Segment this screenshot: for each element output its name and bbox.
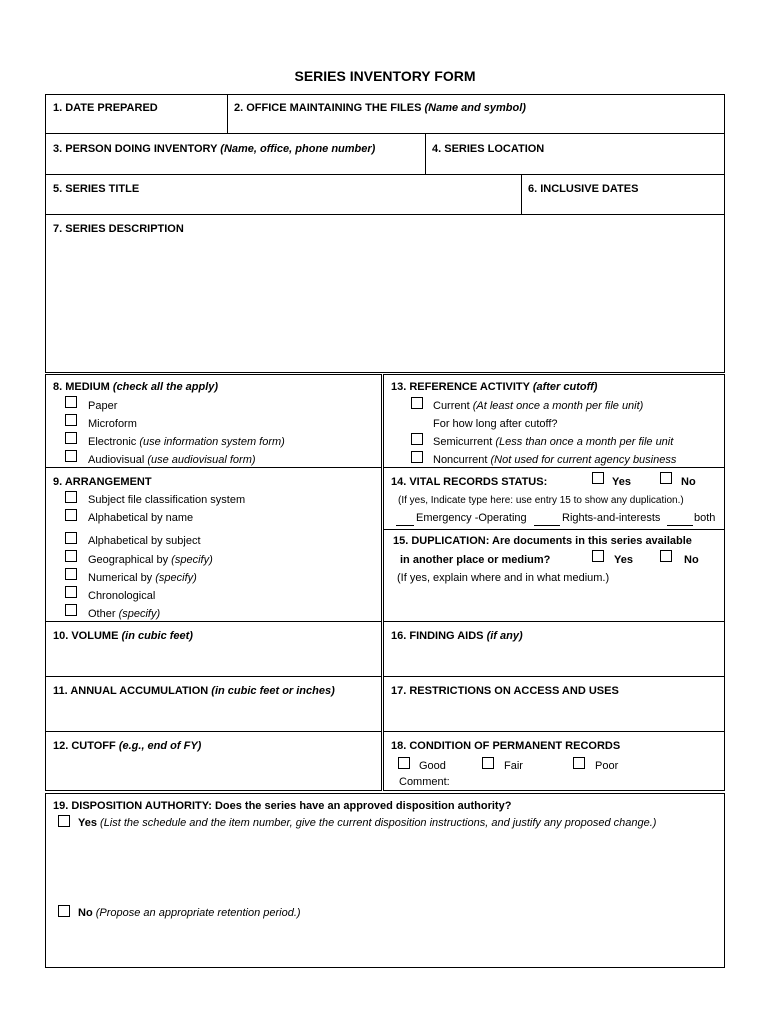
medium-paper-checkbox[interactable] xyxy=(65,396,77,408)
reference-how-long: For how long after cutoff? xyxy=(433,418,558,430)
duplication-question: in another place or medium? xyxy=(400,554,551,566)
medium-audiovisual-checkbox[interactable] xyxy=(65,450,77,462)
arrangement-other-checkbox[interactable] xyxy=(65,604,77,616)
medium-electronic-checkbox[interactable] xyxy=(65,432,77,444)
medium-audiovisual-label: Audiovisual (use audiovisual form) xyxy=(88,454,256,466)
duplication-heading: 15. DUPLICATION: Are documents in this series available xyxy=(393,535,692,547)
vital-if-yes-note: (If yes, Indicate type here: use entry 15 to show any duplication.) xyxy=(398,495,684,506)
reference-noncurrent-label: Noncurrent (Not used for current agency business xyxy=(433,454,677,466)
arrangement-subject-file-label: Subject file classification system xyxy=(88,494,246,506)
disposition-no-checkbox[interactable] xyxy=(58,905,70,917)
arrangement-geographical-label: Geographical by (specify) xyxy=(88,554,213,566)
duplication-no-checkbox[interactable] xyxy=(660,550,672,562)
person-doing-inventory-field[interactable]: 3. PERSON DOING INVENTORY (Name, office, phone number) xyxy=(53,143,376,155)
arrangement-heading: 9. ARRANGEMENT xyxy=(53,476,152,488)
arrangement-geographical-checkbox[interactable] xyxy=(65,550,77,562)
medium-paper-label: Paper xyxy=(88,400,118,412)
condition-good-label: Good xyxy=(419,760,446,772)
office-maintaining-field[interactable]: 2. OFFICE MAINTAINING THE FILES (Name and symbol) xyxy=(234,102,526,114)
form-title: SERIES INVENTORY FORM xyxy=(294,68,476,84)
arrangement-chronological-checkbox[interactable] xyxy=(65,586,77,598)
vital-no-checkbox[interactable] xyxy=(660,472,672,484)
medium-microform-checkbox[interactable] xyxy=(65,414,77,426)
inclusive-dates-field[interactable]: 6. INCLUSIVE DATES xyxy=(528,183,639,195)
condition-poor-checkbox[interactable] xyxy=(573,757,585,769)
disposition-no-label: No (Propose an appropriate retention period.) xyxy=(78,907,301,919)
arrangement-alpha-subject-label: Alphabetical by subject xyxy=(88,535,201,547)
condition-good-checkbox[interactable] xyxy=(398,757,410,769)
disposition-heading: 19. DISPOSITION AUTHORITY: Does the series have an approved disposition authority? xyxy=(53,800,512,812)
vital-rights-option[interactable]: Rights-and-interests xyxy=(562,512,661,524)
reference-activity-heading: 13. REFERENCE ACTIVITY (after cutoff) xyxy=(391,381,598,393)
series-title-field[interactable]: 5. SERIES TITLE xyxy=(53,183,140,195)
condition-heading: 18. CONDITION OF PERMANENT RECORDS xyxy=(391,740,621,752)
medium-electronic-label: Electronic (use information system form) xyxy=(88,436,285,448)
medium-heading: 8. MEDIUM (check all the apply) xyxy=(53,381,219,393)
condition-comment-label[interactable]: Comment: xyxy=(399,776,450,788)
disposition-yes-label: Yes (List the schedule and the item number, give the current disposition instructions, and justify any proposed change.) xyxy=(78,817,657,829)
reference-semicurrent-label: Semicurrent (Less than once a month per file unit xyxy=(433,436,674,448)
arrangement-alpha-name-label: Alphabetical by name xyxy=(88,512,194,524)
condition-poor-label: Poor xyxy=(595,760,619,772)
vital-yes-label: Yes xyxy=(612,476,631,488)
condition-fair-label: Fair xyxy=(504,760,523,772)
series-description-field[interactable]: 7. SERIES DESCRIPTION xyxy=(53,223,184,235)
arrangement-alpha-subject-checkbox[interactable] xyxy=(65,532,77,544)
reference-current-checkbox[interactable] xyxy=(411,397,423,409)
reference-current-label: Current (At least once a month per file unit) xyxy=(433,400,644,412)
reference-semicurrent-checkbox[interactable] xyxy=(411,433,423,445)
arrangement-other-label: Other (specify) xyxy=(88,608,161,620)
restrictions-field[interactable]: 17. RESTRICTIONS ON ACCESS AND USES xyxy=(391,685,619,697)
arrangement-numerical-label: Numerical by (specify) xyxy=(88,572,197,584)
arrangement-numerical-checkbox[interactable] xyxy=(65,568,77,580)
cutoff-field[interactable]: 12. CUTOFF (e.g., end of FY) xyxy=(53,740,202,752)
duplication-yes-checkbox[interactable] xyxy=(592,550,604,562)
arrangement-alpha-name-checkbox[interactable] xyxy=(65,509,77,521)
annual-accumulation-field[interactable]: 11. ANNUAL ACCUMULATION (in cubic feet or inches) xyxy=(53,685,335,697)
reference-noncurrent-checkbox[interactable] xyxy=(411,451,423,463)
date-prepared-field[interactable]: 1. DATE PREPARED xyxy=(53,102,158,114)
arrangement-subject-file-checkbox[interactable] xyxy=(65,491,77,503)
vital-no-label: No xyxy=(681,476,696,488)
condition-fair-checkbox[interactable] xyxy=(482,757,494,769)
duplication-yes-label: Yes xyxy=(614,554,633,566)
vital-yes-checkbox[interactable] xyxy=(592,472,604,484)
duplication-no-label: No xyxy=(684,554,699,566)
vital-both-option[interactable]: both xyxy=(694,512,716,524)
series-location-field[interactable]: 4. SERIES LOCATION xyxy=(432,143,545,155)
finding-aids-field[interactable]: 16. FINDING AIDS (if any) xyxy=(391,630,523,642)
duplication-note: (If yes, explain where and in what medium.) xyxy=(397,572,610,584)
vital-emergency-option[interactable]: Emergency -Operating xyxy=(416,512,527,524)
vital-records-heading: 14. VITAL RECORDS STATUS: xyxy=(391,476,548,488)
disposition-yes-checkbox[interactable] xyxy=(58,815,70,827)
volume-field[interactable]: 10. VOLUME (in cubic feet) xyxy=(53,630,193,642)
medium-microform-label: Microform xyxy=(88,418,137,430)
arrangement-chronological-label: Chronological xyxy=(88,590,156,602)
